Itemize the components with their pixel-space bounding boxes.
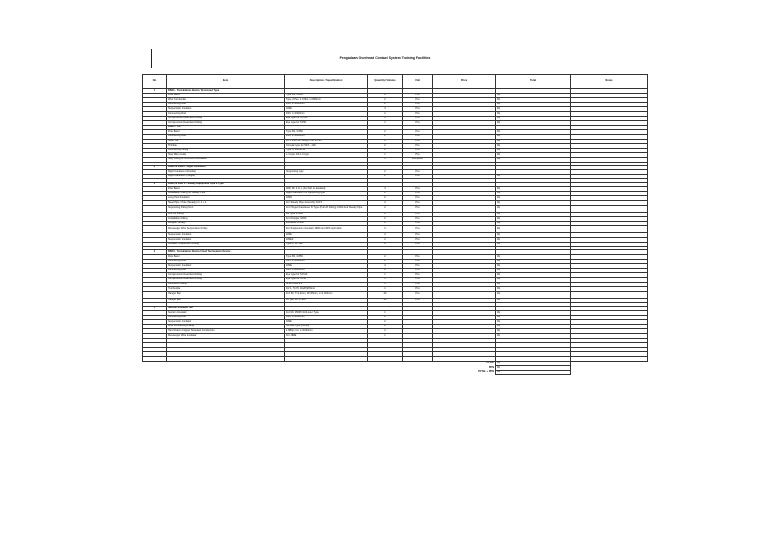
cell-unit: Pcs [403, 212, 433, 217]
summary-blank [167, 370, 285, 375]
cell-unit: Pcs [403, 93, 433, 98]
cell-quantity: 2 [368, 93, 403, 98]
cell-unit: Pcs [403, 254, 433, 259]
cell-quantity: 2 [368, 238, 403, 243]
cell-item: DSR2 & DSR 3 - Steady Equipment Pipe II Type [167, 182, 285, 187]
cell-unit: Pcs [403, 107, 433, 112]
cell-item: Installation Fitting [167, 217, 285, 222]
cell-no [143, 226, 167, 233]
cell-quantity: 2 [368, 196, 403, 201]
cell-total: Rp [496, 148, 571, 153]
cell-total: Rp [496, 273, 571, 278]
cell-total: Rp [496, 174, 571, 179]
cell-spec: 180E [285, 264, 368, 269]
cell-quantity: 2 [368, 254, 403, 259]
cell-total: Rp [496, 329, 571, 334]
summary-blank [143, 370, 167, 375]
cell-spec: D16, L=1000mm [285, 102, 368, 107]
cell-spec: D16, L=1000mm [285, 111, 368, 116]
cell-total: Rp [496, 264, 571, 269]
cell-quantity: 2 [368, 170, 403, 175]
cell-item: DSR1 - Tie [167, 125, 285, 130]
cell-total: Rp [496, 196, 571, 201]
cell-quantity: 2 [368, 233, 403, 238]
cell-quantity: 6 [368, 139, 403, 144]
cell-unit: Pcs [403, 217, 433, 222]
cell-item: Messenger Wire Suspension Pulley [167, 226, 285, 233]
cell-unit: Pcs [403, 298, 433, 303]
cell-item: Steel Tile [167, 139, 285, 144]
cell-spec: Rigid Cantilever for supporting type [285, 191, 368, 196]
cell-item: Connecting Rod [167, 102, 285, 107]
cell-unit: Pcs [403, 191, 433, 196]
cell-spec: Type d Pen, 1.37lbn, L=800mm [285, 98, 368, 103]
cell-item: Connecting Rod [167, 315, 285, 320]
header-notes: Notes [571, 75, 648, 89]
cell-price [433, 291, 496, 298]
cell-total: Rp [496, 93, 571, 98]
cell-item: Connecting Rod [167, 259, 285, 264]
summary-label: PPN [488, 365, 494, 369]
summary-notes [571, 370, 648, 375]
cell-item: Supporting Fitting No.1 [167, 205, 285, 212]
cell-item: Insulator Suspension Fitting [167, 242, 285, 247]
cell-notes [571, 291, 648, 298]
cell-total: Rp [496, 157, 571, 162]
cell-spec: SS Bolt Type (50-90) [285, 324, 368, 329]
cell-quantity: 2 [368, 191, 403, 196]
page-margin-mark [151, 49, 152, 68]
cell-quantity: 2 [368, 98, 403, 103]
cell-quantity: 2 [368, 217, 403, 222]
cell-unit: Pcs [403, 273, 433, 278]
cell-item: DSR4 - Termination Device Fixed Termination Device [167, 250, 285, 255]
cell-item: Rigid Cantilever (Single) [167, 174, 285, 179]
cell-item: Dropper (Strap) [167, 221, 285, 226]
cell-total: Rp [496, 298, 571, 303]
cell-spec: 180E [285, 107, 368, 112]
cell-total: Rp [496, 315, 571, 320]
cell-spec: Type II, M20x150 [285, 148, 368, 153]
cell-item: Messenger Wire Insulator [167, 334, 285, 339]
cell-quantity: 2 [368, 320, 403, 325]
cell-quantity: 1 [368, 153, 403, 158]
cell-spec: For Dropper 330/4 [285, 217, 368, 222]
cell-quantity: 20 [368, 291, 403, 298]
summary-value: Rp [496, 370, 571, 375]
cell-unit: Pcs [403, 139, 433, 144]
cell-total: Rp [496, 259, 571, 264]
cell-quantity: 2 [368, 130, 403, 135]
cell-total: Rp [496, 238, 571, 243]
cell-item: Suspension Insulator [167, 238, 285, 243]
cell-total: Rp [496, 217, 571, 222]
header-item: Item [167, 75, 285, 89]
cell-total: Rp [496, 320, 571, 325]
cell-quantity: 2 [368, 212, 403, 217]
cell-total: Rp [496, 205, 571, 212]
cell-no: 1 [143, 89, 167, 94]
table-body [143, 89, 648, 362]
cell-unit: Pcs [403, 221, 433, 226]
cell-spec: For Hinged Cantilever D Type (Pull off Fitting) l=900 Anti Steady Pipe [285, 205, 368, 212]
cell-spec: A Type, for ST110 [285, 298, 368, 303]
cell-unit: Pcs [403, 226, 433, 233]
cell-spec: With Mt. 4 N, L (for Part or detailed) [285, 187, 368, 192]
cell-unit: Pcs [403, 144, 433, 149]
cell-spec: Circular type for 50/3 - 100 [285, 144, 368, 149]
cell-quantity: 1 [368, 287, 403, 292]
cell-item: Compression Dead End Fitting [167, 277, 285, 282]
cell-unit: Pcs [403, 148, 433, 153]
cell-item: Steel Pipe / Pole (Steady) 2 / 4 + 1 [167, 201, 285, 206]
cell-spec: Type B1, 0/350 [285, 93, 368, 98]
cell-no: 5 [143, 306, 167, 311]
cell-price [433, 226, 496, 233]
cell-item: DSR2 & DSR3 - Rigid Cantilever [167, 165, 285, 170]
cell-spec: Type B1, 0/350 [285, 254, 368, 259]
cell-item: Suspension Insulator [167, 264, 285, 269]
summary-value: Rp [496, 366, 571, 371]
cell-spec: SHM Cu48 2S [285, 282, 368, 287]
cell-quantity: 4 [368, 187, 403, 192]
summary-row [143, 370, 648, 375]
cell-unit: Pcs [403, 201, 433, 206]
cell-item: Compression Dead End Fitting [167, 273, 285, 278]
cell-total: Rp [496, 144, 571, 149]
cell-quantity: 2 [368, 315, 403, 320]
summary-blank [285, 370, 368, 375]
summary-label: TOTAL [485, 361, 494, 365]
cell-total: Rp [496, 98, 571, 103]
cell-quantity: 1 [368, 157, 403, 162]
cell-quantity: 2 [368, 134, 403, 139]
cell-unit: Pcs [403, 134, 433, 139]
cell-unit: Pcs [403, 121, 433, 126]
cell-item: Section Insulator [167, 311, 285, 316]
cell-total: Rp [496, 334, 571, 339]
cell-total: Rp [496, 221, 571, 226]
cell-unit: Pcs [403, 277, 433, 282]
cell-unit: Pcs [403, 111, 433, 116]
cell-quantity: 2 [368, 148, 403, 153]
table-row [143, 226, 648, 233]
cell-total: Rp [496, 116, 571, 121]
summary-blank [403, 370, 433, 375]
cell-unit: Pcs [403, 174, 433, 179]
cell-item: Suspension Insulator [167, 107, 285, 112]
cell-total: Rp [496, 139, 571, 144]
cell-quantity: 20 [368, 298, 403, 303]
cell-unit: Pcs [403, 242, 433, 247]
cell-total: Rp [496, 268, 571, 273]
cell-unit: Pcs [403, 196, 433, 201]
procurement-table [142, 74, 648, 375]
cell-total: Rp [496, 130, 571, 135]
cell-quantity: 2 [368, 221, 403, 226]
cell-quantity: 2 [368, 205, 403, 212]
cell-price [433, 205, 496, 212]
cell-total: Rp [496, 187, 571, 192]
cell-total: Rp [496, 226, 571, 233]
cell-total: Rp [496, 242, 571, 247]
cell-total: Rp [496, 134, 571, 139]
cell-total: Rp [496, 282, 571, 287]
cell-quantity: 2 [368, 144, 403, 149]
cell-item: Compression Dead End Fitting [167, 116, 285, 121]
cell-item: Installation Fitting for Steady Pipe [167, 191, 285, 196]
cell-item: Connecting Rod [167, 268, 285, 273]
cell-item: Stay Wire Guide [167, 153, 285, 158]
cell-total: Rp [496, 121, 571, 126]
cell-quantity: 2 [368, 201, 403, 206]
cell-total: Rp [496, 311, 571, 316]
cell-spec: Supporting type [285, 170, 368, 175]
cell-unit: Pcs [403, 268, 433, 273]
cell-total: Rp [496, 277, 571, 282]
cell-total: Rp [496, 324, 571, 329]
table-summary [143, 361, 648, 375]
cell-unit: Pcs [403, 259, 433, 264]
table-row [143, 205, 648, 212]
cell-quantity: 2 [368, 268, 403, 273]
cell-unit: Pcs [403, 170, 433, 175]
cell-unit: Pcs [403, 205, 433, 212]
cell-spec: 180E [285, 233, 368, 238]
cell-unit: Pcs [403, 153, 433, 158]
cell-item: Pole Band [167, 93, 285, 98]
cell-item: Thimble [167, 144, 285, 149]
cell-total: Rp [496, 201, 571, 206]
cell-notes [571, 205, 648, 212]
cell-unit: Pcs [403, 102, 433, 107]
cell-spec: PROBAL L=900 [285, 221, 368, 226]
cell-item: Rigid Cantilever (Double) [167, 170, 285, 175]
cell-spec: Eye type for ST90 [285, 121, 368, 126]
summary-label: TOTAL + PPN [477, 370, 494, 374]
document-title: Pengadaan Overhead Contact System Training Facilities [339, 56, 431, 60]
cell-total: Rp [496, 107, 571, 112]
cell-quantity: 4 [368, 107, 403, 112]
table-header-row [143, 75, 648, 89]
cell-item: Pole Band [167, 130, 285, 135]
cell-spec: Eye type for ST90 [285, 277, 368, 282]
header-unit: Unit [403, 75, 433, 89]
cell-spec: Type B1, 0/350 [285, 130, 368, 135]
cell-item: Suspension Insulator [167, 233, 285, 238]
cell-quantity: 2 [368, 111, 403, 116]
cell-no: 3 [143, 182, 167, 187]
header-price: Price [433, 75, 496, 89]
cell-unit: Pcs [403, 233, 433, 238]
cell-item: Wire Turnbuckle [167, 98, 285, 103]
cell-quantity: 1 [368, 116, 403, 121]
cell-spec: D16, L=1000mm [285, 268, 368, 273]
header-no: No [143, 75, 167, 89]
cell-spec: B1 Type L=900 [285, 212, 368, 217]
cell-unit: Pcs [403, 287, 433, 292]
cell-quantity: 2 [368, 242, 403, 247]
cell-item: Pull Off Fitting [167, 212, 285, 217]
cell-no: 4 [143, 250, 167, 255]
cell-item: Section Insulator Set [167, 306, 285, 311]
cell-unit: Pcs [403, 238, 433, 243]
cell-item: DSR1 - Termination Device Tensioned Type [167, 89, 285, 94]
cell-unit: Pcs [403, 187, 433, 192]
cell-item: Connector clamp [167, 282, 285, 287]
cell-spec: Type 1, for 180 [285, 242, 368, 247]
cell-quantity: 1 [368, 121, 403, 126]
summary-blank [368, 370, 403, 375]
cell-spec: For 180E [285, 334, 368, 339]
cell-spec: D16, L=1000mm [285, 259, 368, 264]
cell-total: Rp [496, 233, 571, 238]
cell-spec: 180EF [285, 238, 368, 243]
cell-item: Hanger Ear [167, 298, 285, 303]
cell-spec: 26 X 2003 for fitting m for 27mm [285, 139, 368, 144]
cell-unit: Pcs [403, 291, 433, 298]
header-spec: Description / Specification [285, 75, 368, 89]
cell-spec: 1.5Bhp mm, L=1000mm [285, 329, 368, 334]
cell-spec: 10/ 1, Tp=5, Z(a45)0/9mm [285, 287, 368, 292]
cell-spec: 180E [285, 320, 368, 325]
cell-unit: Lumpsum [403, 157, 433, 162]
cell-quantity: 1 [368, 277, 403, 282]
cell-total: Rp [496, 102, 571, 107]
cell-quantity: 1 [368, 273, 403, 278]
cell-quantity: 2 [368, 226, 403, 233]
cell-item: Hard Drawn Copper Stranded Conductors [167, 329, 285, 334]
header-total: Total [496, 75, 571, 89]
cell-item: Compression Dead End Fitting [167, 121, 285, 126]
cell-no [143, 291, 167, 298]
cell-item: Hanger Bar [167, 291, 285, 298]
cell-spec: Eye type for ST110 [285, 116, 368, 121]
cell-no [143, 205, 167, 212]
cell-item: Long Post Insulator [167, 196, 285, 201]
cell-no: 2 [143, 165, 167, 170]
cell-spec: D16, L=1000mm [285, 134, 368, 139]
cell-item: Connecting Fitting [167, 148, 285, 153]
table-row [143, 291, 648, 298]
cell-quantity: 4 [368, 264, 403, 269]
cell-item: Connecting Rod [167, 111, 285, 116]
cell-item: Stay Fitting & Concrete Foundation [167, 157, 285, 162]
cell-total: Rp [496, 153, 571, 158]
cell-unit: Pcs [403, 282, 433, 287]
cell-quantity: 1 [368, 282, 403, 287]
cell-total: Rp [496, 212, 571, 217]
cell-unit: Pcs [403, 116, 433, 121]
cell-item: Pole Band [167, 187, 285, 192]
cell-spec: For Steady Pipe Assembly D/4.5 [285, 201, 368, 206]
cell-total: Rp [496, 287, 571, 292]
cell-spec: Eye type for ST110 [285, 273, 368, 278]
cell-spec: D-0 50, T=1.9mm, W=35mm, L=2 400mm [285, 291, 368, 298]
cell-quantity: 2 [368, 259, 403, 264]
cell-spec: For Suspension Insulator 180D and MIS split dack [285, 226, 368, 233]
cell-spec: L-3 type GS-1.0 type [285, 153, 368, 158]
cell-total: Rp [496, 191, 571, 196]
cell-unit: Pcs [403, 98, 433, 103]
cell-quantity: 2 [368, 329, 403, 334]
cell-item: Wire Connecting Fitting [167, 324, 285, 329]
cell-item: Connecting Rod [167, 134, 285, 139]
summary-value: Rp [496, 361, 571, 366]
cell-spec: D16, L=1000mm [285, 315, 368, 320]
cell-item: Pole Band [167, 254, 285, 259]
cell-total: Rp [496, 254, 571, 259]
cell-notes [571, 226, 648, 233]
cell-spec: For DC 1500V Roll-over Type [285, 311, 368, 316]
cell-total: Rp [496, 291, 571, 298]
cell-quantity: 2 [368, 174, 403, 179]
cell-unit: Pcs [403, 130, 433, 135]
cell-quantity: 1 [368, 311, 403, 316]
cell-total: Rp [496, 111, 571, 116]
cell-item: Suspension Insulator [167, 320, 285, 325]
cell-item: Turnbuckle [167, 287, 285, 292]
cell-quantity: 1 [368, 334, 403, 339]
cell-quantity: 2 [368, 324, 403, 329]
cell-spec: 180D [285, 196, 368, 201]
cell-unit: Pcs [403, 264, 433, 269]
header-quantity: Quantity/ Volume [368, 75, 403, 89]
cell-quantity: 2 [368, 102, 403, 107]
